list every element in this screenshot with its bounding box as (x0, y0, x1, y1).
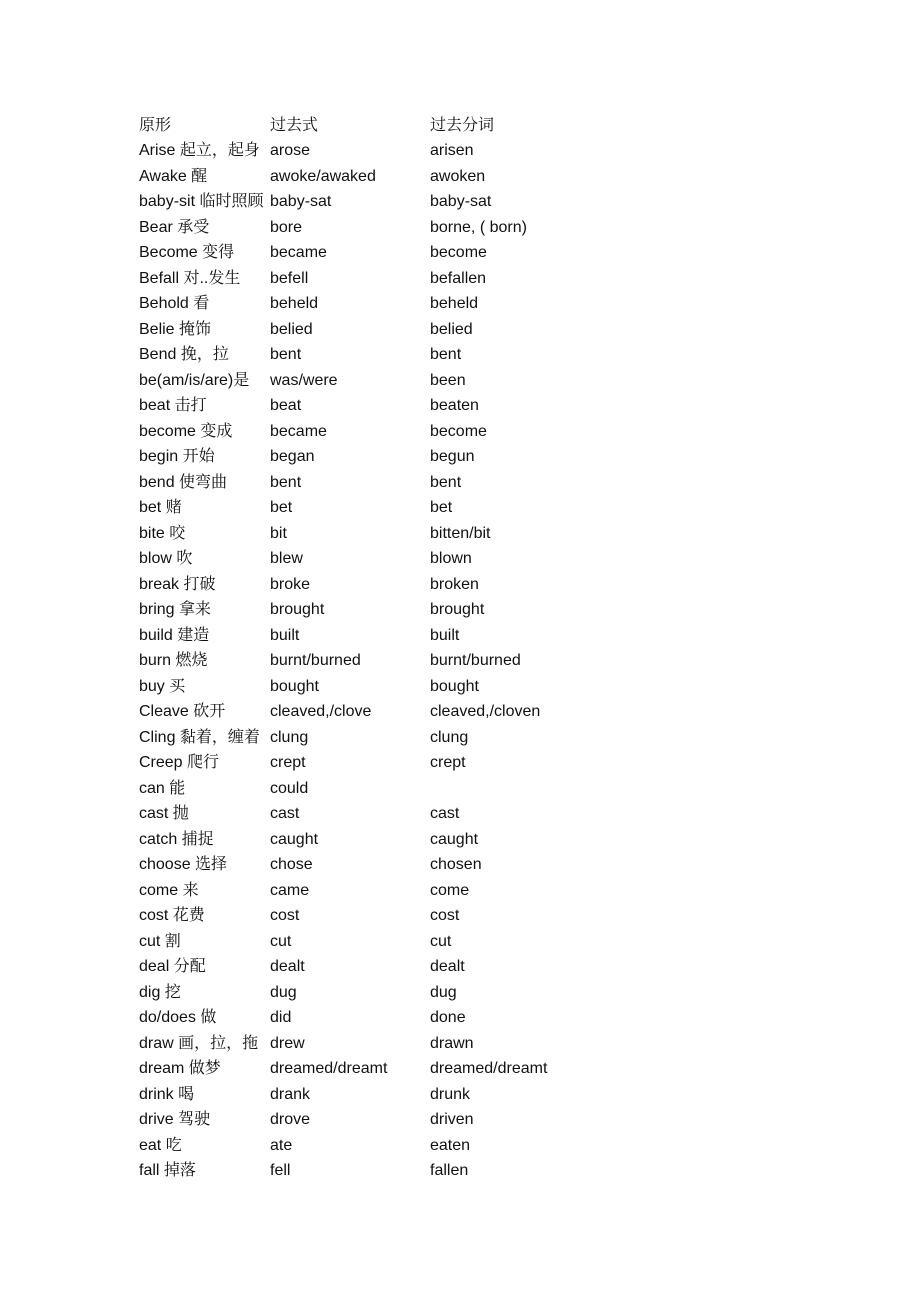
table-row (139, 139, 630, 165)
cell-base-form: dig 挖 (139, 983, 181, 1001)
table-row (139, 649, 630, 675)
cell-past-tense: dug (270, 983, 297, 1001)
table-row (139, 1031, 630, 1057)
cell-past-tense: burnt/burned (270, 652, 361, 670)
cell-past-tense: bit (270, 524, 287, 542)
table-row (139, 445, 630, 471)
cell-past-participle: drunk (430, 1085, 471, 1103)
cell-past-tense: blew (270, 550, 303, 568)
cell-past-tense: drew (270, 1034, 305, 1052)
cell-past-participle: befallen (430, 269, 487, 287)
cell-past-tense: became (270, 422, 327, 440)
cell-past-tense: brought (270, 601, 325, 619)
cell-past-participle: driven (430, 1111, 474, 1129)
cell-base-form: bend 使弯曲 (139, 473, 228, 491)
cell-past-participle: burnt/burned (430, 652, 521, 670)
cell-base-form: cost 花费 (139, 907, 205, 925)
table-row (139, 521, 630, 547)
cell-past-tense: cleaved,/clove (270, 703, 372, 721)
cell-past-tense: ate (270, 1136, 293, 1154)
cell-base-form: fall 掉落 (139, 1162, 196, 1180)
cell-past-tense: cut (270, 932, 292, 950)
table-row (139, 1006, 630, 1032)
cell-base-form: catch 捕捉 (139, 830, 214, 848)
cell-past-tense: drove (270, 1111, 311, 1129)
cell-base-form: Bear 承受 (139, 218, 210, 236)
cell-past-tense: beheld (270, 295, 319, 313)
cell-past-participle: beaten (430, 397, 479, 415)
cell-base-form: bring 拿来 (139, 601, 212, 619)
table-row (139, 853, 630, 879)
cell-past-participle: bought (430, 677, 479, 695)
table-row (139, 496, 630, 522)
cell-past-tense: came (270, 881, 310, 899)
cell-past-tense: awoke/awaked (270, 167, 376, 185)
table-row (139, 394, 630, 420)
table-row (139, 190, 630, 216)
header-base-form: 原形 (139, 116, 172, 134)
table-row (139, 700, 630, 726)
cell-base-form: draw 画，拉，拖 (139, 1034, 259, 1052)
cell-past-participle: built (430, 626, 460, 644)
cell-past-participle: bent (430, 346, 462, 364)
cell-past-tense: bore (270, 218, 303, 236)
cell-past-participle: chosen (430, 856, 482, 874)
table-row (139, 572, 630, 598)
cell-past-participle: dealt (430, 958, 465, 976)
cell-past-tense: cast (270, 805, 300, 823)
cell-past-tense: cost (270, 907, 300, 925)
cell-base-form: Become 变得 (139, 244, 235, 262)
table-row (139, 955, 630, 981)
cell-base-form: Befall 对..发生 (139, 269, 241, 287)
cell-past-tense: broke (270, 575, 311, 593)
cell-past-participle: cleaved,/cloven (430, 703, 541, 721)
cell-base-form: buy 买 (139, 677, 186, 695)
cell-base-form: build 建造 (139, 626, 210, 644)
cell-base-form: choose 选择 (139, 856, 228, 874)
cell-past-participle: baby-sat (430, 193, 492, 211)
cell-base-form: burn 燃烧 (139, 652, 208, 670)
cell-base-form: cast 抛 (139, 805, 189, 823)
cell-base-form: Creep 爬行 (139, 754, 220, 772)
cell-past-participle: broken (430, 575, 479, 593)
cell-base-form: deal 分配 (139, 958, 206, 976)
cell-past-tense: built (270, 626, 300, 644)
cell-past-participle: awoken (430, 167, 486, 185)
cell-past-tense: chose (270, 856, 313, 874)
cell-base-form: dream 做梦 (139, 1060, 221, 1078)
cell-base-form: drink 喝 (139, 1085, 195, 1103)
cell-base-form: become 变成 (139, 422, 233, 440)
table-row (139, 241, 630, 267)
cell-past-participle: cost (430, 907, 460, 925)
table-row (139, 776, 630, 802)
cell-past-tense: could (270, 779, 309, 797)
cell-base-form: Cling 黏着，缠着 (139, 728, 260, 746)
table-row (139, 1057, 630, 1083)
table-row (139, 980, 630, 1006)
cell-past-participle: belied (430, 320, 473, 338)
cell-past-participle (430, 776, 630, 802)
table-row (139, 419, 630, 445)
cell-past-tense: caught (270, 830, 319, 848)
cell-past-tense: baby-sat (270, 193, 332, 211)
cell-past-participle: dreamed/dreamt (430, 1060, 548, 1078)
cell-past-participle: become (430, 422, 487, 440)
table-row (139, 470, 630, 496)
table-body (139, 139, 630, 1185)
cell-past-tense: bent (270, 346, 302, 364)
header-past-tense: 过去式 (270, 116, 319, 134)
table-row (139, 623, 630, 649)
cell-base-form: do/does 做 (139, 1009, 217, 1027)
table-row (139, 929, 630, 955)
table-row (139, 904, 630, 930)
table-row (139, 292, 630, 318)
cell-past-tense: bought (270, 677, 319, 695)
cell-past-tense: became (270, 244, 327, 262)
cell-past-tense: crept (270, 754, 306, 772)
irregular-verb-table (139, 113, 630, 1184)
cell-past-participle: cast (430, 805, 460, 823)
cell-past-tense: arose (270, 142, 311, 160)
table-row (139, 1108, 630, 1134)
cell-past-tense: bet (270, 499, 293, 517)
cell-past-participle: crept (430, 754, 466, 772)
cell-base-form: blow 吹 (139, 550, 193, 568)
cell-past-participle: brought (430, 601, 485, 619)
cell-base-form: come 来 (139, 881, 199, 899)
table-row (139, 215, 630, 241)
cell-past-participle: caught (430, 830, 479, 848)
cell-past-participle: cut (430, 932, 452, 950)
table-row (139, 802, 630, 828)
table-row (139, 878, 630, 904)
cell-past-participle: beheld (430, 295, 479, 313)
cell-base-form: be(am/is/are)是 (139, 371, 250, 389)
table-row (139, 1159, 630, 1185)
cell-past-participle: bet (430, 499, 453, 517)
cell-past-participle: bent (430, 473, 462, 491)
cell-past-tense: did (270, 1009, 292, 1027)
cell-past-participle: arisen (430, 142, 474, 160)
cell-past-participle: dug (430, 983, 457, 1001)
cell-past-participle: blown (430, 550, 472, 568)
cell-past-participle: fallen (430, 1162, 469, 1180)
table-row (139, 827, 630, 853)
cell-past-participle: done (430, 1009, 466, 1027)
cell-base-form: eat 吃 (139, 1136, 182, 1154)
table-row (139, 317, 630, 343)
cell-past-tense: beat (270, 397, 302, 415)
table-row (139, 164, 630, 190)
table-row (139, 266, 630, 292)
cell-past-participle: clung (430, 728, 469, 746)
cell-base-form: bite 咬 (139, 524, 186, 542)
table-row (139, 674, 630, 700)
cell-base-form: begin 开始 (139, 448, 215, 466)
cell-past-tense: clung (270, 728, 309, 746)
header-past-participle: 过去分词 (430, 116, 495, 134)
cell-past-tense: belied (270, 320, 313, 338)
table-header-row (139, 113, 630, 139)
cell-base-form: drive 驾驶 (139, 1111, 211, 1129)
cell-past-participle: eaten (430, 1136, 471, 1154)
cell-base-form: break 打破 (139, 575, 216, 593)
cell-base-form: bet 赌 (139, 499, 182, 517)
cell-past-participle: become (430, 244, 487, 262)
cell-past-tense: dreamed/dreamt (270, 1060, 388, 1078)
cell-past-tense: drank (270, 1085, 311, 1103)
cell-past-tense: began (270, 448, 315, 466)
cell-base-form: baby-sit 临时照顾 (139, 193, 264, 211)
cell-past-participle: borne, ( born) (430, 218, 527, 236)
cell-past-tense: bent (270, 473, 302, 491)
cell-past-participle: been (430, 371, 466, 389)
cell-past-participle: begun (430, 448, 475, 466)
cell-base-form: beat 击打 (139, 397, 207, 415)
table-row (139, 368, 630, 394)
cell-past-tense: befell (270, 269, 309, 287)
cell-past-participle: bitten/bit (430, 524, 491, 542)
cell-base-form: Awake 醒 (139, 167, 208, 185)
cell-past-tense: dealt (270, 958, 305, 976)
table-row (139, 725, 630, 751)
table-row (139, 751, 630, 777)
cell-past-participle: drawn (430, 1034, 474, 1052)
cell-base-form: Behold 看 (139, 295, 210, 313)
table-row (139, 547, 630, 573)
cell-base-form: Cleave 砍开 (139, 703, 226, 721)
cell-base-form: Belie 掩饰 (139, 320, 212, 338)
table-row (139, 343, 630, 369)
cell-base-form: Bend 挽，拉 (139, 346, 229, 364)
table-row (139, 1133, 630, 1159)
cell-base-form: can 能 (139, 779, 186, 797)
cell-past-tense: was/were (270, 371, 338, 389)
cell-base-form: cut 割 (139, 932, 181, 950)
cell-base-form: Arise 起立，起身 (139, 142, 260, 160)
table-row (139, 1082, 630, 1108)
table-row (139, 598, 630, 624)
cell-past-participle: come (430, 881, 470, 899)
cell-past-tense: fell (270, 1162, 291, 1180)
